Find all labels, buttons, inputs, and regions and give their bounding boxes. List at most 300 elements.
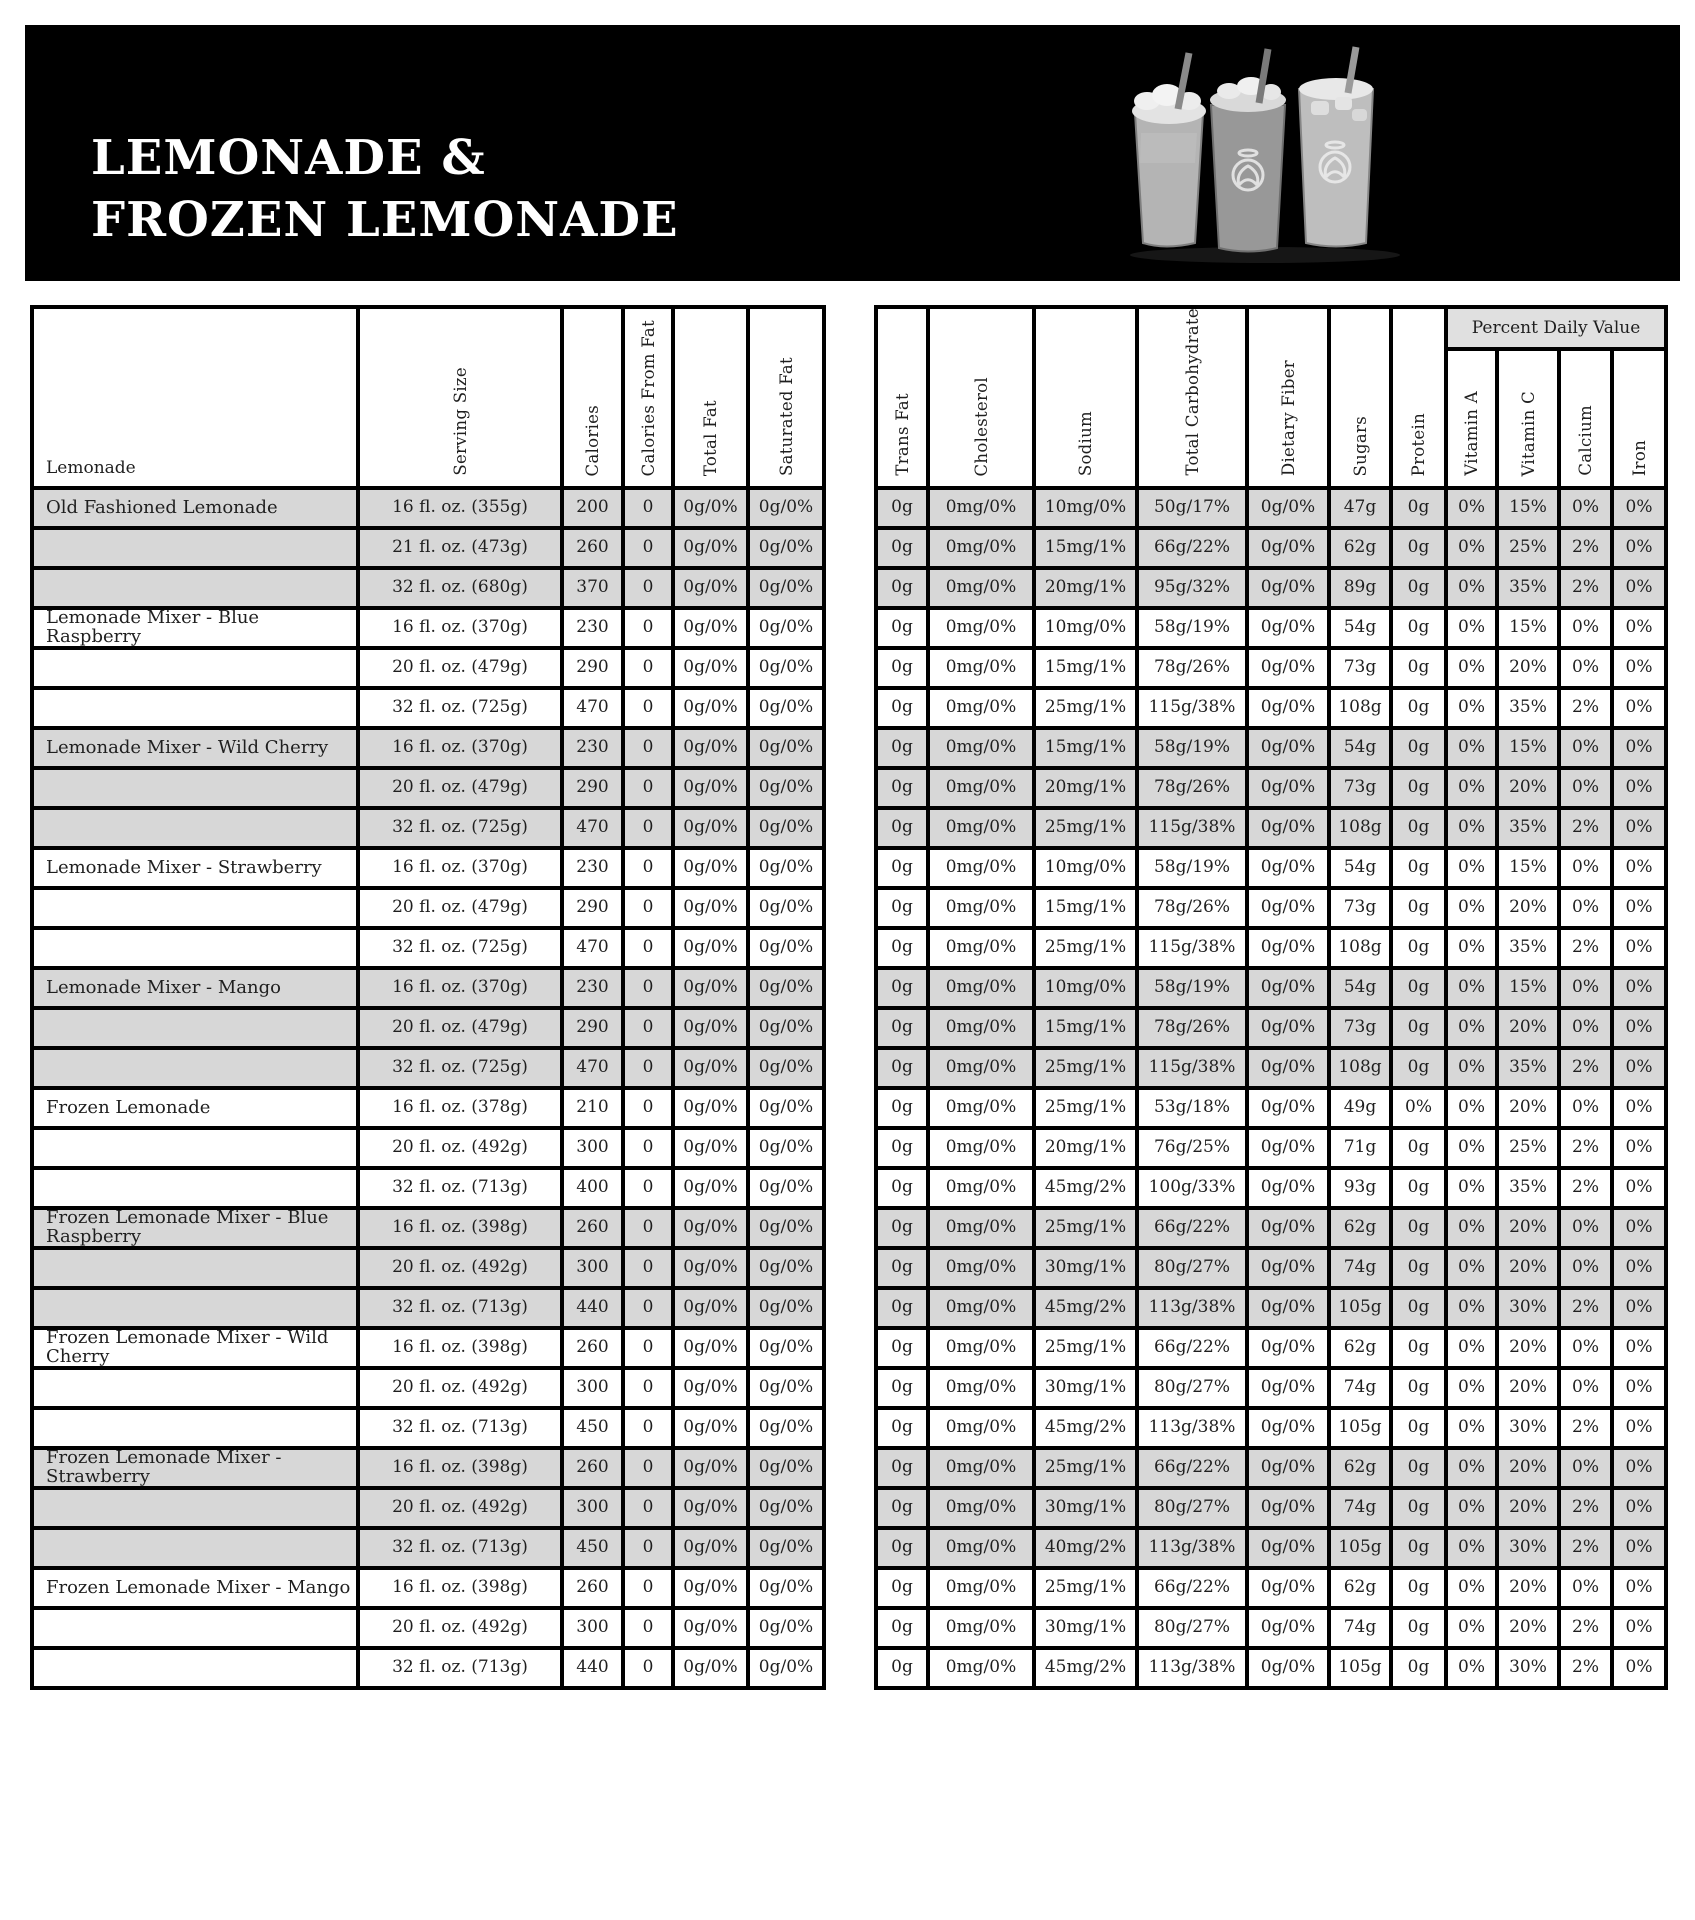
trans-fat-cell: 0g xyxy=(878,1490,926,1526)
cholesterol-cell: 0mg/0% xyxy=(930,530,1032,566)
protein-cell: 0g xyxy=(1393,1330,1444,1366)
calcium-cell: 0% xyxy=(1561,610,1610,646)
trans-fat-cell: 0g xyxy=(878,1330,926,1366)
calories-from-fat-cell: 0 xyxy=(625,690,671,726)
total-fat-cell: 0g/0% xyxy=(675,1330,746,1366)
trans-fat-cell: 0g xyxy=(878,1250,926,1286)
saturated-fat-cell: 0g/0% xyxy=(750,690,822,726)
saturated-fat-cell: 0g/0% xyxy=(750,1610,822,1646)
left-cup-graphic xyxy=(1132,53,1206,247)
total-carbohydrate-cell: 66g/22% xyxy=(1139,530,1245,566)
vitamin-a-cell: 0% xyxy=(1448,650,1495,686)
vitamin-c-cell: 15% xyxy=(1499,610,1557,646)
trans-fat-cell: 0g xyxy=(878,1210,926,1246)
vitamin-c-cell: 20% xyxy=(1499,1370,1557,1406)
vitamin-a-cell: 0% xyxy=(1448,1410,1495,1446)
saturated-fat-cell: 0g/0% xyxy=(750,1570,822,1606)
total-carbohydrate-cell: 80g/27% xyxy=(1139,1370,1245,1406)
column-header-lemonade xyxy=(34,309,356,486)
calories-from-fat-cell: 0 xyxy=(625,1370,671,1406)
dietary-fiber-cell: 0g/0% xyxy=(1249,1250,1327,1286)
serving-size-cell: 32 fl. oz. (725g) xyxy=(360,690,560,726)
trans-fat-cell: 0g xyxy=(878,650,926,686)
vitamin-c-cell: 30% xyxy=(1499,1290,1557,1326)
saturated-fat-cell: 0g/0% xyxy=(750,1490,822,1526)
calcium-cell: 0% xyxy=(1561,730,1610,766)
column-header-iron: Iron xyxy=(1614,351,1664,486)
cholesterol-cell: 0mg/0% xyxy=(930,1290,1032,1326)
sugars-cell: 108g xyxy=(1331,810,1389,846)
trans-fat-cell: 0g xyxy=(878,690,926,726)
sodium-cell: 10mg/0% xyxy=(1036,490,1135,526)
sugars-cell: 108g xyxy=(1331,1050,1389,1086)
calories-cell: 230 xyxy=(564,730,621,766)
total-carbohydrate-cell: 78g/26% xyxy=(1139,1010,1245,1046)
calories-cell: 370 xyxy=(564,570,621,606)
serving-size-cell: 16 fl. oz. (370g) xyxy=(360,610,560,646)
calcium-cell: 0% xyxy=(1561,1210,1610,1246)
calories-from-fat-cell: 0 xyxy=(625,1130,671,1166)
protein-cell: 0g xyxy=(1393,1250,1444,1286)
sodium-cell: 30mg/1% xyxy=(1036,1610,1135,1646)
protein-cell: 0g xyxy=(1393,1650,1444,1686)
vitamin-a-cell: 0% xyxy=(1448,1490,1495,1526)
sodium-cell: 25mg/1% xyxy=(1036,690,1135,726)
protein-cell: 0g xyxy=(1393,850,1444,886)
serving-size-cell: 20 fl. oz. (492g) xyxy=(360,1610,560,1646)
sodium-cell: 15mg/1% xyxy=(1036,650,1135,686)
trans-fat-cell: 0g xyxy=(878,1090,926,1126)
trans-fat-cell: 0g xyxy=(878,770,926,806)
iron-cell: 0% xyxy=(1614,610,1664,646)
vitamin-c-cell: 20% xyxy=(1499,1570,1557,1606)
calcium-cell: 0% xyxy=(1561,1570,1610,1606)
dietary-fiber-cell: 0g/0% xyxy=(1249,810,1327,846)
vitamin-c-cell: 20% xyxy=(1499,1610,1557,1646)
cholesterol-cell: 0mg/0% xyxy=(930,1330,1032,1366)
product-name-cell xyxy=(34,890,356,926)
vitamin-c-cell: 35% xyxy=(1499,1170,1557,1206)
dietary-fiber-cell: 0g/0% xyxy=(1249,1490,1327,1526)
product-name-cell xyxy=(34,1530,356,1566)
product-name-cell: Lemonade Mixer - Wild Cherry xyxy=(34,730,356,766)
calories-cell: 260 xyxy=(564,1330,621,1366)
calories-from-fat-cell: 0 xyxy=(625,850,671,886)
percent-daily-value-header: Percent Daily Value xyxy=(1448,309,1664,347)
sugars-cell: 54g xyxy=(1331,610,1389,646)
product-name-cell xyxy=(34,1250,356,1286)
sodium-cell: 25mg/1% xyxy=(1036,930,1135,966)
serving-size-cell: 20 fl. oz. (479g) xyxy=(360,650,560,686)
calcium-cell: 0% xyxy=(1561,650,1610,686)
dietary-fiber-cell: 0g/0% xyxy=(1249,770,1327,806)
vitamin-c-cell: 20% xyxy=(1499,1090,1557,1126)
cholesterol-cell: 0mg/0% xyxy=(930,1450,1032,1486)
serving-size-cell: 16 fl. oz. (370g) xyxy=(360,970,560,1006)
serving-size-cell: 16 fl. oz. (398g) xyxy=(360,1570,560,1606)
calcium-cell: 2% xyxy=(1561,690,1610,726)
protein-cell: 0g xyxy=(1393,1490,1444,1526)
serving-size-cell: 16 fl. oz. (398g) xyxy=(360,1210,560,1246)
dietary-fiber-cell: 0g/0% xyxy=(1249,1290,1327,1326)
calories-from-fat-cell: 0 xyxy=(625,1050,671,1086)
saturated-fat-cell: 0g/0% xyxy=(750,1370,822,1406)
calcium-cell: 2% xyxy=(1561,1170,1610,1206)
total-fat-cell: 0g/0% xyxy=(675,1210,746,1246)
calories-from-fat-cell: 0 xyxy=(625,890,671,926)
trans-fat-cell: 0g xyxy=(878,570,926,606)
calcium-cell: 0% xyxy=(1561,1090,1610,1126)
calories-cell: 470 xyxy=(564,1050,621,1086)
sugars-cell: 89g xyxy=(1331,570,1389,606)
iron-cell: 0% xyxy=(1614,570,1664,606)
dietary-fiber-cell: 0g/0% xyxy=(1249,1130,1327,1166)
vitamin-c-cell: 15% xyxy=(1499,970,1557,1006)
dietary-fiber-cell: 0g/0% xyxy=(1249,970,1327,1006)
product-name-cell: Lemonade Mixer - Blue Raspberry xyxy=(34,610,356,646)
cholesterol-cell: 0mg/0% xyxy=(930,1250,1032,1286)
dietary-fiber-cell: 0g/0% xyxy=(1249,1010,1327,1046)
product-name-cell xyxy=(34,930,356,966)
total-carbohydrate-cell: 66g/22% xyxy=(1139,1210,1245,1246)
vitamin-c-cell: 15% xyxy=(1499,490,1557,526)
dietary-fiber-cell: 0g/0% xyxy=(1249,1330,1327,1366)
protein-cell: 0g xyxy=(1393,1050,1444,1086)
product-name-cell: Old Fashioned Lemonade xyxy=(34,490,356,526)
column-header-cholesterol: Cholesterol xyxy=(930,309,1032,486)
sodium-cell: 25mg/1% xyxy=(1036,1050,1135,1086)
calories-from-fat-cell: 0 xyxy=(625,490,671,526)
saturated-fat-cell: 0g/0% xyxy=(750,1170,822,1206)
sugars-cell: 62g xyxy=(1331,1330,1389,1366)
saturated-fat-cell: 0g/0% xyxy=(750,730,822,766)
product-name-cell xyxy=(34,810,356,846)
dietary-fiber-cell: 0g/0% xyxy=(1249,650,1327,686)
calories-from-fat-cell: 0 xyxy=(625,1210,671,1246)
trans-fat-cell: 0g xyxy=(878,1010,926,1046)
total-fat-cell: 0g/0% xyxy=(675,810,746,846)
product-name-cell xyxy=(34,1010,356,1046)
total-fat-cell: 0g/0% xyxy=(675,890,746,926)
protein-cell: 0g xyxy=(1393,730,1444,766)
dietary-fiber-cell: 0g/0% xyxy=(1249,1370,1327,1406)
calcium-cell: 2% xyxy=(1561,1650,1610,1686)
iron-cell: 0% xyxy=(1614,490,1664,526)
protein-cell: 0g xyxy=(1393,1410,1444,1446)
vitamin-a-cell: 0% xyxy=(1448,490,1495,526)
total-carbohydrate-cell: 78g/26% xyxy=(1139,650,1245,686)
calories-cell: 440 xyxy=(564,1650,621,1686)
cholesterol-cell: 0mg/0% xyxy=(930,1170,1032,1206)
sugars-cell: 62g xyxy=(1331,1570,1389,1606)
iron-cell: 0% xyxy=(1614,1010,1664,1046)
page-title-line2: FROZEN LEMONADE xyxy=(91,192,679,248)
cholesterol-cell: 0mg/0% xyxy=(930,1210,1032,1246)
iron-cell: 0% xyxy=(1614,930,1664,966)
calories-cell: 300 xyxy=(564,1610,621,1646)
vitamin-a-cell: 0% xyxy=(1448,1250,1495,1286)
total-fat-cell: 0g/0% xyxy=(675,1050,746,1086)
saturated-fat-cell: 0g/0% xyxy=(750,530,822,566)
vitamin-a-cell: 0% xyxy=(1448,1610,1495,1646)
sodium-cell: 25mg/1% xyxy=(1036,1330,1135,1366)
vitamin-c-cell: 20% xyxy=(1499,650,1557,686)
sodium-cell: 15mg/1% xyxy=(1036,890,1135,926)
iron-cell: 0% xyxy=(1614,1250,1664,1286)
sodium-cell: 45mg/2% xyxy=(1036,1290,1135,1326)
calories-cell: 200 xyxy=(564,490,621,526)
vitamin-c-cell: 25% xyxy=(1499,530,1557,566)
total-fat-cell: 0g/0% xyxy=(675,930,746,966)
product-name-cell xyxy=(34,1050,356,1086)
calories-from-fat-cell: 0 xyxy=(625,930,671,966)
vitamin-c-cell: 20% xyxy=(1499,1450,1557,1486)
calories-cell: 290 xyxy=(564,890,621,926)
trans-fat-cell: 0g xyxy=(878,1610,926,1646)
saturated-fat-cell: 0g/0% xyxy=(750,1010,822,1046)
calories-from-fat-cell: 0 xyxy=(625,610,671,646)
sodium-cell: 10mg/0% xyxy=(1036,970,1135,1006)
sodium-cell: 30mg/1% xyxy=(1036,1370,1135,1406)
column-header-vitamin-a: Vitamin A xyxy=(1448,351,1495,486)
total-fat-cell: 0g/0% xyxy=(675,730,746,766)
calories-from-fat-cell: 0 xyxy=(625,1490,671,1526)
saturated-fat-cell: 0g/0% xyxy=(750,850,822,886)
total-fat-cell: 0g/0% xyxy=(675,1610,746,1646)
dietary-fiber-cell: 0g/0% xyxy=(1249,1090,1327,1126)
vitamin-a-cell: 0% xyxy=(1448,770,1495,806)
sodium-cell: 45mg/2% xyxy=(1036,1650,1135,1686)
calories-from-fat-cell: 0 xyxy=(625,1010,671,1046)
sugars-cell: 108g xyxy=(1331,690,1389,726)
serving-size-cell: 32 fl. oz. (725g) xyxy=(360,1050,560,1086)
total-carbohydrate-cell: 80g/27% xyxy=(1139,1250,1245,1286)
sugars-cell: 62g xyxy=(1331,1210,1389,1246)
calories-cell: 290 xyxy=(564,650,621,686)
sugars-cell: 105g xyxy=(1331,1410,1389,1446)
calories-from-fat-cell: 0 xyxy=(625,1570,671,1606)
column-header-calories-from-fat: Calories From Fat xyxy=(625,309,671,486)
iron-cell: 0% xyxy=(1614,1130,1664,1166)
dietary-fiber-cell: 0g/0% xyxy=(1249,1610,1327,1646)
cholesterol-cell: 0mg/0% xyxy=(930,570,1032,606)
serving-size-cell: 20 fl. oz. (492g) xyxy=(360,1490,560,1526)
saturated-fat-cell: 0g/0% xyxy=(750,1130,822,1166)
sugars-cell: 93g xyxy=(1331,1170,1389,1206)
sugars-cell: 74g xyxy=(1331,1250,1389,1286)
saturated-fat-cell: 0g/0% xyxy=(750,930,822,966)
sodium-cell: 15mg/1% xyxy=(1036,730,1135,766)
calories-from-fat-cell: 0 xyxy=(625,730,671,766)
column-header-serving-size: Serving Size xyxy=(360,309,560,486)
vitamin-a-cell: 0% xyxy=(1448,1570,1495,1606)
calcium-cell: 0% xyxy=(1561,1370,1610,1406)
total-carbohydrate-cell: 78g/26% xyxy=(1139,890,1245,926)
iron-cell: 0% xyxy=(1614,1530,1664,1566)
dietary-fiber-cell: 0g/0% xyxy=(1249,1530,1327,1566)
sugars-cell: 49g xyxy=(1331,1090,1389,1126)
total-fat-cell: 0g/0% xyxy=(675,1250,746,1286)
dietary-fiber-cell: 0g/0% xyxy=(1249,1210,1327,1246)
calories-from-fat-cell: 0 xyxy=(625,1530,671,1566)
calcium-cell: 0% xyxy=(1561,1250,1610,1286)
calories-cell: 300 xyxy=(564,1130,621,1166)
product-name-cell: Frozen Lemonade xyxy=(34,1090,356,1126)
iron-cell: 0% xyxy=(1614,1290,1664,1326)
vitamin-a-cell: 0% xyxy=(1448,890,1495,926)
product-name-cell xyxy=(34,1370,356,1406)
calories-cell: 230 xyxy=(564,850,621,886)
calories-from-fat-cell: 0 xyxy=(625,1650,671,1686)
sodium-cell: 15mg/1% xyxy=(1036,1010,1135,1046)
serving-size-cell: 16 fl. oz. (378g) xyxy=(360,1090,560,1126)
category-label: Lemonade xyxy=(46,458,136,478)
total-carbohydrate-cell: 115g/38% xyxy=(1139,1050,1245,1086)
calories-cell: 470 xyxy=(564,690,621,726)
product-name-cell xyxy=(34,1290,356,1326)
total-fat-cell: 0g/0% xyxy=(675,650,746,686)
calories-cell: 260 xyxy=(564,1210,621,1246)
product-name-cell: Lemonade Mixer - Strawberry xyxy=(34,850,356,886)
dietary-fiber-cell: 0g/0% xyxy=(1249,1050,1327,1086)
trans-fat-cell: 0g xyxy=(878,890,926,926)
product-name-cell xyxy=(34,1410,356,1446)
protein-cell: 0g xyxy=(1393,770,1444,806)
column-header-sodium: Sodium xyxy=(1036,309,1135,486)
total-fat-cell: 0g/0% xyxy=(675,1650,746,1686)
total-carbohydrate-cell: 58g/19% xyxy=(1139,730,1245,766)
total-fat-cell: 0g/0% xyxy=(675,1130,746,1166)
product-name-cell xyxy=(34,570,356,606)
iron-cell: 0% xyxy=(1614,1050,1664,1086)
column-header-calcium: Calcium xyxy=(1561,351,1610,486)
vitamin-a-cell: 0% xyxy=(1448,690,1495,726)
trans-fat-cell: 0g xyxy=(878,850,926,886)
product-name-cell xyxy=(34,1650,356,1686)
calories-cell: 210 xyxy=(564,1090,621,1126)
vitamin-c-cell: 30% xyxy=(1499,1650,1557,1686)
iron-cell: 0% xyxy=(1614,650,1664,686)
protein-cell: 0g xyxy=(1393,650,1444,686)
protein-cell: 0g xyxy=(1393,970,1444,1006)
sugars-cell: 62g xyxy=(1331,1450,1389,1486)
total-fat-cell: 0g/0% xyxy=(675,490,746,526)
trans-fat-cell: 0g xyxy=(878,730,926,766)
saturated-fat-cell: 0g/0% xyxy=(750,1050,822,1086)
saturated-fat-cell: 0g/0% xyxy=(750,1250,822,1286)
total-carbohydrate-cell: 78g/26% xyxy=(1139,770,1245,806)
vitamin-a-cell: 0% xyxy=(1448,810,1495,846)
cholesterol-cell: 0mg/0% xyxy=(930,1410,1032,1446)
trans-fat-cell: 0g xyxy=(878,1130,926,1166)
calcium-cell: 2% xyxy=(1561,930,1610,966)
protein-cell: 0g xyxy=(1393,570,1444,606)
iron-cell: 0% xyxy=(1614,1410,1664,1446)
cholesterol-cell: 0mg/0% xyxy=(930,730,1032,766)
protein-cell: 0g xyxy=(1393,890,1444,926)
total-fat-cell: 0g/0% xyxy=(675,1410,746,1446)
saturated-fat-cell: 0g/0% xyxy=(750,1290,822,1326)
saturated-fat-cell: 0g/0% xyxy=(750,610,822,646)
calories-cell: 300 xyxy=(564,1490,621,1526)
trans-fat-cell: 0g xyxy=(878,1450,926,1486)
total-fat-cell: 0g/0% xyxy=(675,1490,746,1526)
dietary-fiber-cell: 0g/0% xyxy=(1249,850,1327,886)
serving-size-cell: 32 fl. oz. (713g) xyxy=(360,1530,560,1566)
calcium-cell: 2% xyxy=(1561,1410,1610,1446)
total-carbohydrate-cell: 66g/22% xyxy=(1139,1330,1245,1366)
serving-size-cell: 32 fl. oz. (680g) xyxy=(360,570,560,606)
serving-size-cell: 16 fl. oz. (370g) xyxy=(360,730,560,766)
total-carbohydrate-cell: 115g/38% xyxy=(1139,930,1245,966)
column-header-trans-fat: Trans Fat xyxy=(878,309,926,486)
calcium-cell: 2% xyxy=(1561,1130,1610,1166)
cholesterol-cell: 0mg/0% xyxy=(930,490,1032,526)
sodium-cell: 20mg/1% xyxy=(1036,1130,1135,1166)
protein-cell: 0g xyxy=(1393,690,1444,726)
calcium-cell: 2% xyxy=(1561,1490,1610,1526)
calories-from-fat-cell: 0 xyxy=(625,1090,671,1126)
lemonade-cups-image xyxy=(1105,43,1435,268)
page-title-line1: LEMONADE & xyxy=(91,130,486,186)
calcium-cell: 2% xyxy=(1561,1610,1610,1646)
serving-size-cell: 32 fl. oz. (713g) xyxy=(360,1650,560,1686)
total-fat-cell: 0g/0% xyxy=(675,1570,746,1606)
vitamin-a-cell: 0% xyxy=(1448,610,1495,646)
sodium-cell: 25mg/1% xyxy=(1036,1450,1135,1486)
total-fat-cell: 0g/0% xyxy=(675,530,746,566)
protein-cell: 0g xyxy=(1393,1130,1444,1166)
saturated-fat-cell: 0g/0% xyxy=(750,810,822,846)
serving-size-cell: 20 fl. oz. (479g) xyxy=(360,890,560,926)
vitamin-c-cell: 20% xyxy=(1499,1010,1557,1046)
calcium-cell: 2% xyxy=(1561,1050,1610,1086)
iron-cell: 0% xyxy=(1614,530,1664,566)
iron-cell: 0% xyxy=(1614,1450,1664,1486)
saturated-fat-cell: 0g/0% xyxy=(750,1410,822,1446)
saturated-fat-cell: 0g/0% xyxy=(750,1530,822,1566)
vitamin-c-cell: 20% xyxy=(1499,1210,1557,1246)
iron-cell: 0% xyxy=(1614,1370,1664,1406)
serving-size-cell: 20 fl. oz. (479g) xyxy=(360,1010,560,1046)
sugars-cell: 73g xyxy=(1331,770,1389,806)
trans-fat-cell: 0g xyxy=(878,1650,926,1686)
protein-cell: 0g xyxy=(1393,1370,1444,1406)
sodium-cell: 40mg/2% xyxy=(1036,1530,1135,1566)
column-header-dietary-fiber: Dietary Fiber xyxy=(1249,309,1327,486)
calcium-cell: 2% xyxy=(1561,1530,1610,1566)
dietary-fiber-cell: 0g/0% xyxy=(1249,930,1327,966)
calcium-cell: 2% xyxy=(1561,810,1610,846)
calcium-cell: 0% xyxy=(1561,850,1610,886)
sodium-cell: 25mg/1% xyxy=(1036,1210,1135,1246)
calcium-cell: 2% xyxy=(1561,570,1610,606)
calcium-cell: 0% xyxy=(1561,1010,1610,1046)
column-header-vitamin-c: Vitamin C xyxy=(1499,351,1557,486)
vitamin-a-cell: 0% xyxy=(1448,1330,1495,1366)
serving-size-cell: 32 fl. oz. (713g) xyxy=(360,1290,560,1326)
calories-from-fat-cell: 0 xyxy=(625,1250,671,1286)
total-fat-cell: 0g/0% xyxy=(675,770,746,806)
trans-fat-cell: 0g xyxy=(878,1570,926,1606)
product-name-cell xyxy=(34,650,356,686)
cholesterol-cell: 0mg/0% xyxy=(930,1050,1032,1086)
vitamin-c-cell: 25% xyxy=(1499,1130,1557,1166)
vitamin-a-cell: 0% xyxy=(1448,1290,1495,1326)
total-carbohydrate-cell: 66g/22% xyxy=(1139,1450,1245,1486)
column-header-saturated-fat: Saturated Fat xyxy=(750,309,822,486)
dietary-fiber-cell: 0g/0% xyxy=(1249,890,1327,926)
